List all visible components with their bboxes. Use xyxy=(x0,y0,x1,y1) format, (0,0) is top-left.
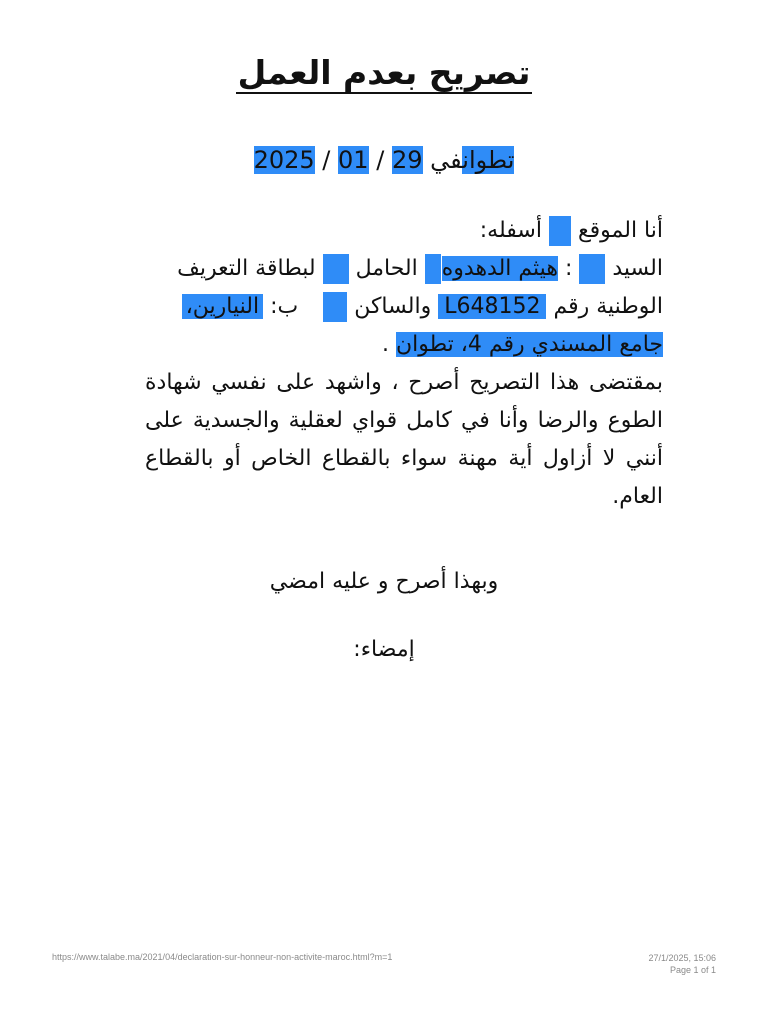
date-separator-1: / xyxy=(376,146,385,174)
resident-label: والساكن xyxy=(354,294,432,319)
footer-url[interactable]: https://www.talabe.ma/2021/04/declaration-sur-honneur-non-activite-maroc.html?m=1 xyxy=(52,952,393,962)
date-year: 2025 xyxy=(253,146,315,174)
line-address xyxy=(145,326,663,364)
line-name xyxy=(145,250,663,288)
line-id xyxy=(145,288,663,326)
document-title xyxy=(0,48,768,98)
address-text: جامع المسندي رقم 4، تطوان xyxy=(395,332,663,357)
blank-field-1 xyxy=(549,216,571,246)
footer-meta xyxy=(648,952,716,976)
closing-statement: وبهذا أصرح و عليه امضي xyxy=(269,569,499,594)
signer-label: أنا الموقع xyxy=(577,218,663,243)
footer-page-count: Page 1 of 1 xyxy=(669,965,716,975)
address-dot: . xyxy=(381,332,389,357)
signature-label: إمضاء: xyxy=(353,637,415,662)
mr-label: السيد xyxy=(612,256,663,281)
blank-field-2 xyxy=(579,254,605,284)
blank-field-5 xyxy=(323,292,347,322)
blank-field-4 xyxy=(323,254,349,284)
place-name: النيارين، xyxy=(182,294,263,319)
national-label: الوطنية رقم xyxy=(553,294,663,319)
date-word-in: في xyxy=(430,146,463,174)
date-line xyxy=(0,138,768,182)
declaration-paragraph: بمقتضى هذا التصريح أصرح ، واشهد على نفسي شهادة الطوع والرضا وأنا في كامل قواي لعقلية والجسدية على أنني لا أزاول أية مهنة سواء بالقطاع الخاص أو بالقطاع العام. xyxy=(145,370,663,509)
title-text: تصريح بعدم العمل xyxy=(237,53,531,92)
at-label: ب: xyxy=(270,294,299,319)
below-label: أسفله: xyxy=(479,218,542,243)
date-separator-2: / xyxy=(322,146,331,174)
date-month: 01 xyxy=(338,146,369,174)
line-signer xyxy=(145,212,663,250)
holder-label: الحامل xyxy=(355,256,418,281)
blank-field-3 xyxy=(425,254,441,284)
card-label: لبطاقة التعريف xyxy=(177,256,316,281)
person-name: هيثم الدهدوه xyxy=(441,256,558,281)
id-number: L648152 xyxy=(438,294,546,319)
footer-datetime: 27/1/2025, 15:06 xyxy=(648,953,716,963)
declaration-body xyxy=(145,212,663,516)
date-city: تطوان xyxy=(462,146,515,174)
name-colon: : xyxy=(564,256,573,281)
date-day: 29 xyxy=(391,146,423,174)
